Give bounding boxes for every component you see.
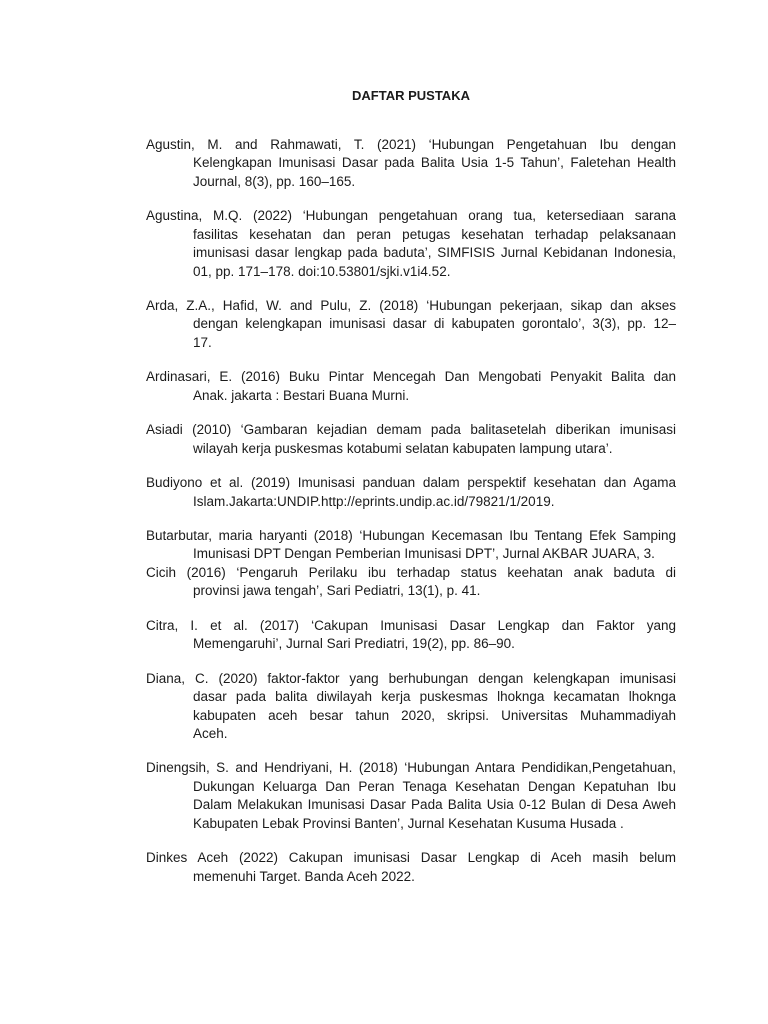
bibliography [146,87,676,902]
reference-line: Kabupaten Lebak Provinsi Banten’, Jurnal Kesehatan Kusuma Husada . [193,815,624,831]
reference-line: Cicih (2016) ‘Pengaruh Perilaku ibu terhadap status keehatan anak baduta di [146,564,676,580]
reference-line: Citra, I. et al. (2017) ‘Cakupan Imunisasi Dasar Lengkap dan Faktor yang [146,617,676,633]
reference-entry [146,297,676,352]
reference-line: provinsi jawa tengah’, Sari Pediatri, 13(1), p. 41. [193,583,481,599]
reference-line: 17. [193,334,212,350]
reference-line: Aceh. [193,725,228,741]
reference-line: kabupaten aceh besar tahun 2020, skripsi. Universitas Muhammadiyah [193,707,676,723]
reference-line: fasilitas kesehatan dan peran petugas kesehatan terhadap pelaksanaan [193,226,676,242]
reference-line: Kelengkapan Imunisasi Dasar pada Balita Usia 1-5 Tahun’, Faletehan Health [193,155,676,171]
reference-line: Ardinasari, E. (2016) Buku Pintar Mencegah Dan Mengobati Penyakit Balita dan [146,369,676,385]
reference-entry [146,759,676,833]
reference-line: 01, pp. 171–178. doi:10.53801/sjki.v1i4.52. [193,263,451,279]
reference-line: Dalam Melakukan Imunisasi Dasar Pada Balita Usia 0-12 Bulan di Desa Aweh [193,797,676,813]
reference-entry [146,849,676,886]
reference-line: Agustin, M. and Rahmawati, T. (2021) ‘Hubungan Pengetahuan Ibu dengan [146,137,676,152]
reference-line: Imunisasi DPT Dengan Pemberian Imunisasi DPT’, Jurnal AKBAR JUARA, 3. [193,546,655,562]
reference-line: memenuhi Target. Banda Aceh 2022. [193,868,415,884]
reference-line: Asiadi (2010) ‘Gambaran kejadian demam pada balitasetelah diberikan imunisasi [146,422,676,438]
reference-line: Memengaruhi’, Jurnal Sari Prediatri, 19(2), pp. 86–90. [193,636,515,652]
reference-entry [146,421,676,458]
reference-line: dasar pada balita diwilayah kerja puskesmas lhoknga kecamatan lhoknga [193,689,676,705]
reference-entry [146,527,676,564]
reference-line: Islam.Jakarta:UNDIP.http://eprints.undip.ac.id/79821/1/2019. [193,493,555,509]
reference-entry [146,368,676,405]
reference-line: Anak. jakarta : Bestari Buana Murni. [193,387,410,403]
reference-entry [146,474,676,511]
reference-line: Dinengsih, S. and Hendriyani, H. (2018) ‘Hubungan Antara Pendidikan,Pengetahuan, [146,760,676,776]
reference-entry [146,207,676,281]
reference-entry [146,136,676,191]
reference-line: dengan kelengkapan imunisasi dasar di kabupaten gorontalo’, 3(3), pp. 12– [193,316,676,332]
reference-line: Budiyono et al. (2019) Imunisasi panduan dalam perspektif kesehatan dan Agama [146,475,676,491]
reference-line: Arda, Z.A., Hafid, W. and Pulu, Z. (2018) ‘Hubungan pekerjaan, sikap dan akses [146,298,676,314]
reference-entry [146,617,676,654]
reference-entry [146,564,676,601]
reference-line: Agustina, M.Q. (2022) ‘Hubungan pengetahuan orang tua, ketersediaan sarana [146,208,676,224]
reference-entry [146,670,676,744]
reference-line: Diana, C. (2020) faktor-faktor yang berhubungan dengan kelengkapan imunisasi [146,670,676,686]
reference-line: wilayah kerja puskesmas kotabumi selatan kabupaten lampung utara’. [193,440,613,456]
reference-line: Dinkes Aceh (2022) Cakupan imunisasi Dasar Lengkap di Aceh masih belum [146,850,676,866]
reference-line: Dukungan Keluarga Dan Peran Tenaga Kesehatan Dengan Kepatuhan Ibu [193,778,676,794]
reference-line: Butarbutar, maria haryanti (2018) ‘Hubungan Kecemasan Ibu Tentang Efek Samping [146,528,676,544]
page-title: DAFTAR PUSTAKA [352,88,470,103]
reference-line: imunisasi dasar lengkap pada baduta’, SIMFISIS Jurnal Kebidanan Indonesia, [193,245,676,261]
reference-line: Journal, 8(3), pp. 160–165. [193,173,356,189]
